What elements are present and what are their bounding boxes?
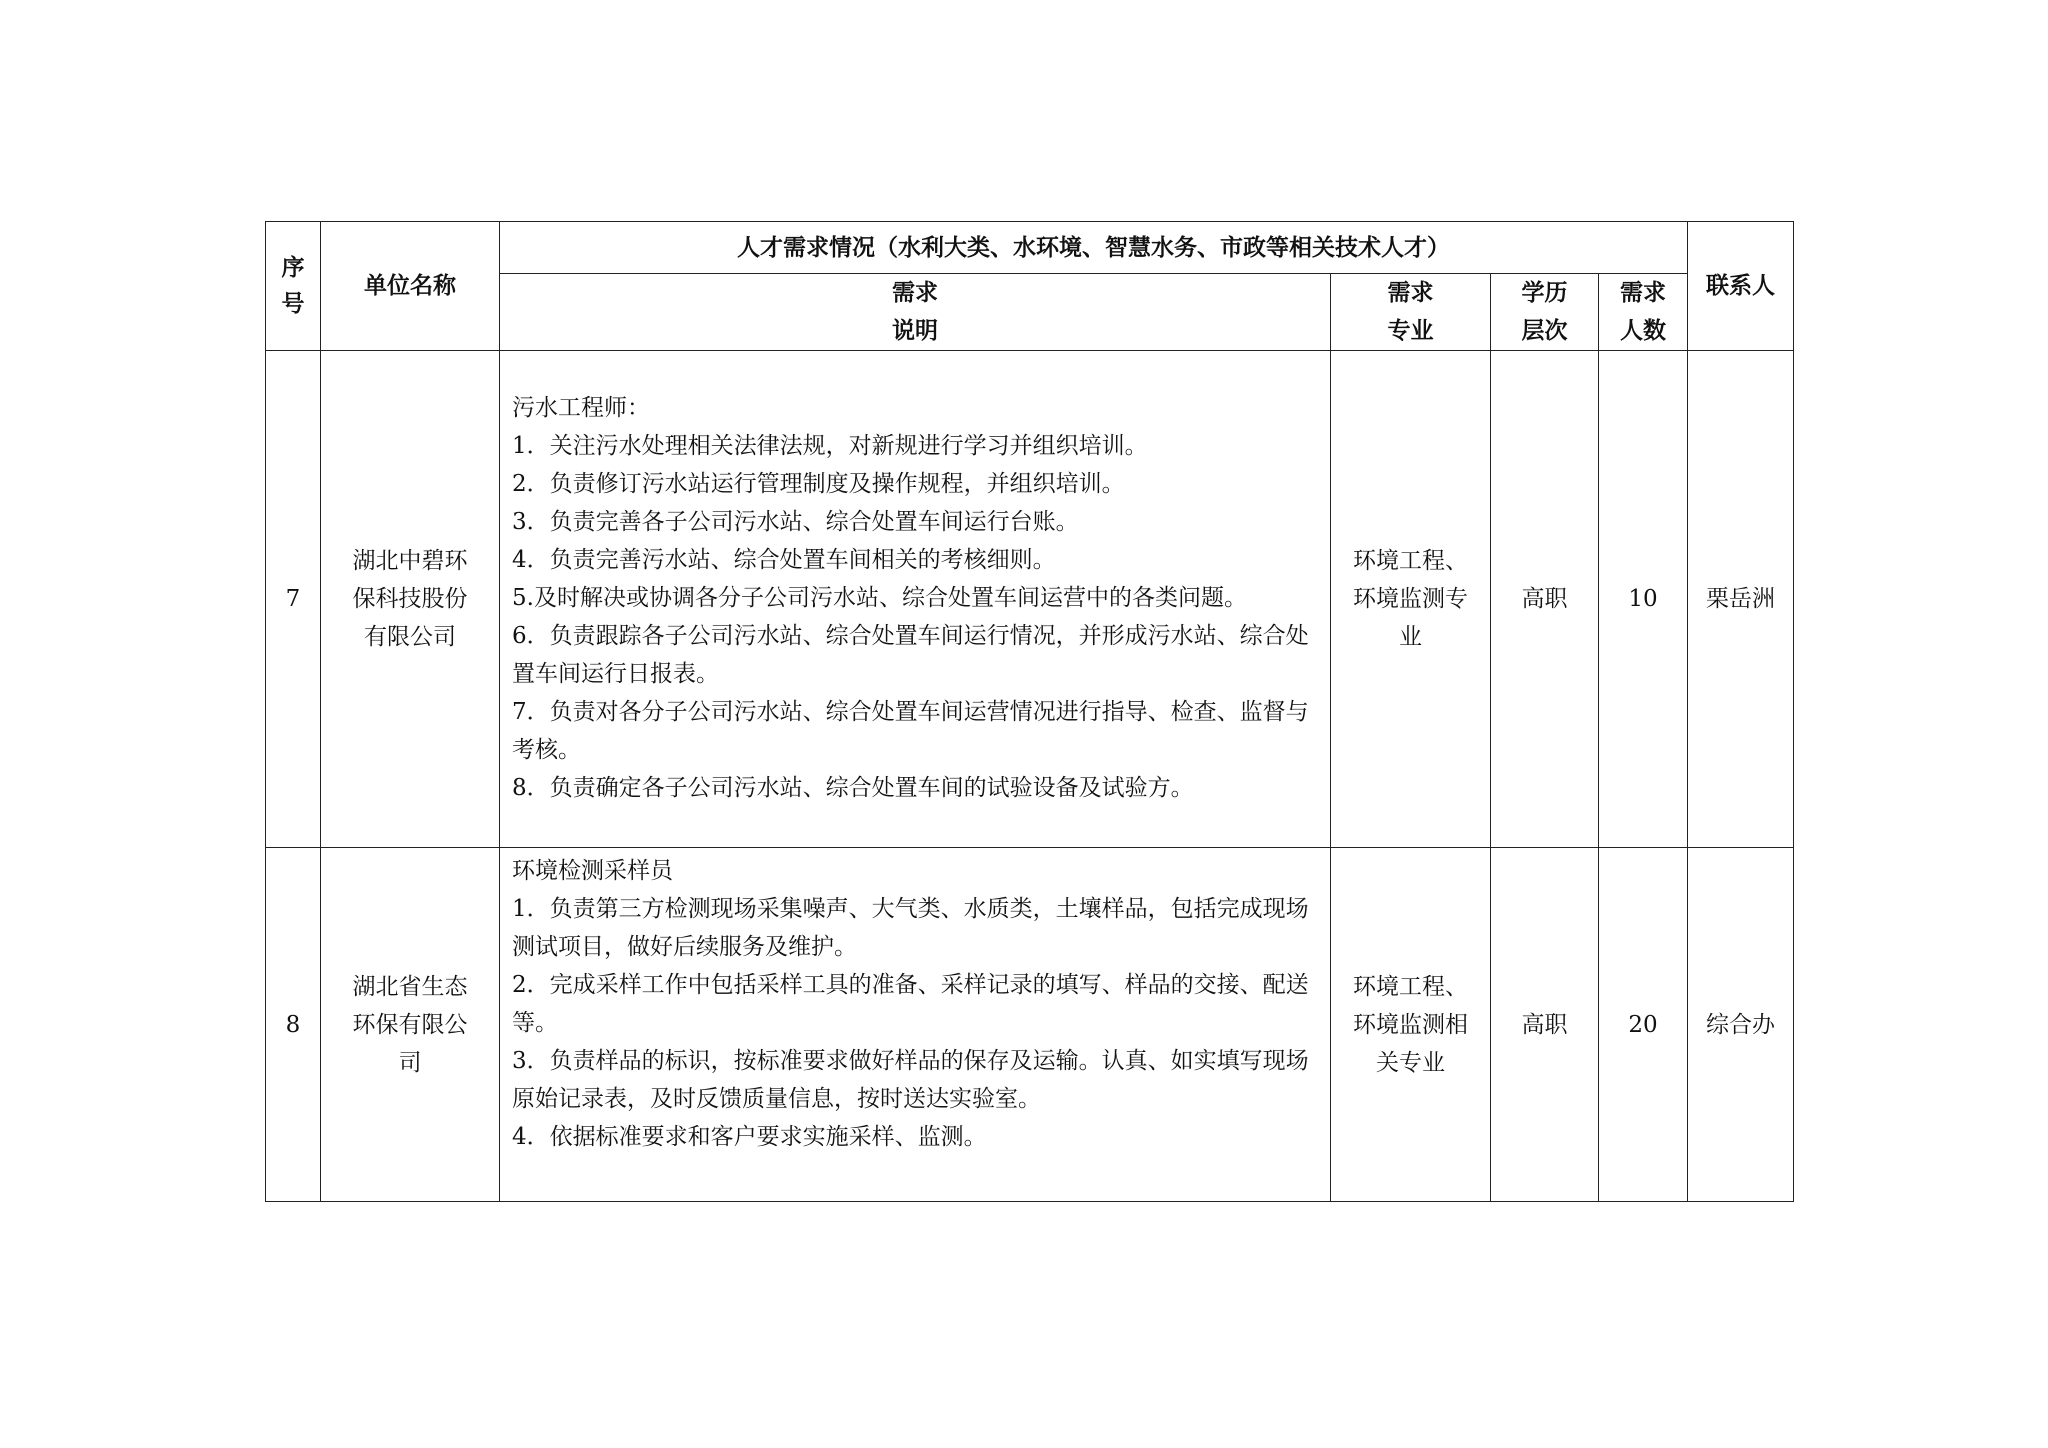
header-seq: 序号 <box>266 222 321 351</box>
table-row <box>266 351 1794 848</box>
header-unit: 单位名称 <box>321 222 500 351</box>
row-contact: 综合办 <box>1688 848 1794 1202</box>
talent-demand-table <box>265 221 1794 1202</box>
row-unit: 湖北中碧环保科技股份有限公司 <box>321 351 500 848</box>
row-count: 10 <box>1599 351 1688 848</box>
row-education: 高职 <box>1491 351 1599 848</box>
row-description: 污水工程师： 1．关注污水处理相关法律法规，对新规进行学习并组织培训。 2．负责修订污水站运行管理制度及操作规程，并组织培训。 3．负责完善各子公司污水站、综合处置车间运行台账。 4．负责完善污水站、综合处置车间相关的考核细则。 5.及时解决或协调各分子公司污水站、综合处置车间运营中的各类问题。 6．负责跟踪各子公司污水站、综合处置车间运行情况，并形成污水站、综合处置车间运行日报表。 7．负责对各分子公司污水站、综合处置车间运营情况进行指导、检查、监督与考核。 8．负责确定各子公司污水站、综合处置车间的试验设备及试验方。 <box>500 351 1331 848</box>
header-demand-group: 人才需求情况（水利大类、水环境、智慧水务、市政等相关技术人才） <box>500 222 1688 274</box>
row-education: 高职 <box>1491 848 1599 1202</box>
table-row <box>266 848 1794 1202</box>
row-seq: 8 <box>266 848 321 1202</box>
header-education: 学历 层次 <box>1491 274 1599 351</box>
header-desc: 需求 说明 <box>500 274 1331 351</box>
row-contact: 栗岳洲 <box>1688 351 1794 848</box>
row-count: 20 <box>1599 848 1688 1202</box>
header-contact: 联系人 <box>1688 222 1794 351</box>
header-major: 需求 专业 <box>1331 274 1491 351</box>
row-description: 环境检测采样员 1．负责第三方检测现场采集噪声、大气类、水质类，土壤样品，包括完成现场测试项目，做好后续服务及维护。 2．完成采样工作中包括采样工具的准备、采样记录的填写、样品的交接、配送等。 3．负责样品的标识，按标准要求做好样品的保存及运输。认真、如实填写现场原始记录表，及时反馈质量信息，按时送达实验室。 4．依据标准要求和客户要求实施采样、监测。 <box>500 848 1331 1202</box>
header-count: 需求 人数 <box>1599 274 1688 351</box>
row-major: 环境工程、环境监测相关专业 <box>1331 848 1491 1202</box>
row-seq: 7 <box>266 351 321 848</box>
row-major: 环境工程、环境监测专业 <box>1331 351 1491 848</box>
row-unit: 湖北省生态环保有限公司 <box>321 848 500 1202</box>
